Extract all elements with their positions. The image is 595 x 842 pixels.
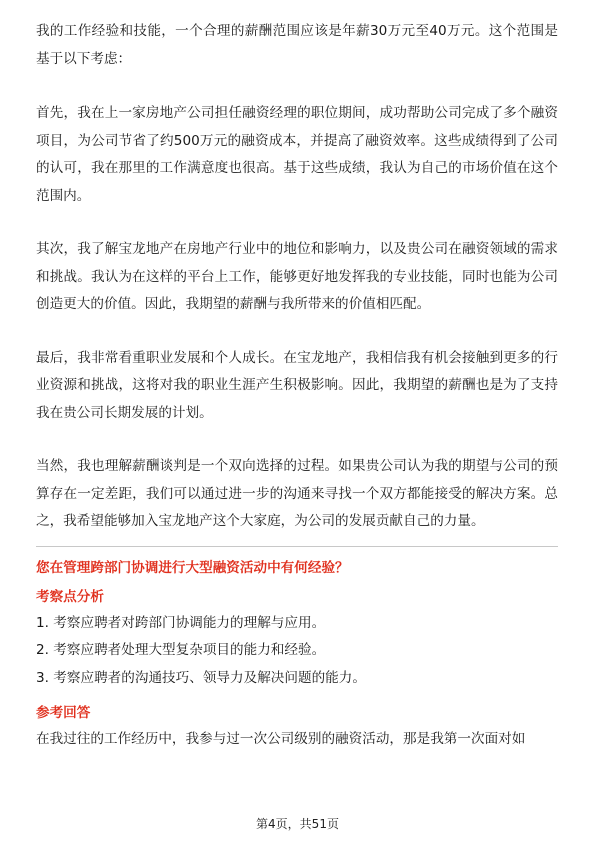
body-paragraph: 首先，我在上一家房地产公司担任融资经理的职位期间，成功帮助公司完成了多个融资项目，为公司节省了约500万元的融资成本，并提高了融资效率。这些成绩得到了公司的认可，我在那里的工作满意度也很高。基于这些成绩，我认为自己的市场价值在这个范围内。 — [36, 105, 558, 204]
analysis-item: 2. 考察应聘者处理大型复杂项目的能力和经验。 — [36, 642, 326, 658]
reference-answer-text: 在我过往的工作经历中，我参与过一次公司级别的融资活动，那是我第一次面对如 — [36, 731, 526, 747]
reference-heading: 参考回答 — [36, 705, 91, 721]
body-paragraph: 当然，我也理解薪酬谈判是一个双向选择的过程。如果贵公司认为我的期望与公司的预算存在一定差距，我们可以通过进一步的沟通来寻找一个双方都能接受的解决方案。总之，我希望能够加入宝龙地产这个大家庭，为公司的发展贡献自己的力量。 — [36, 458, 558, 529]
body-paragraph: 最后，我非常看重职业发展和个人成长。在宝龙地产，我相信我有机会接触到更多的行业资源和挑战，这将对我的职业生涯产生积极影响。因此，我期望的薪酬也是为了支持我在贵公司长期发展的计划。 — [36, 349, 558, 421]
analysis-item: 1. 考察应聘者对跨部门协调能力的理解与应用。 — [36, 614, 326, 631]
question-heading: 您在管理跨部门协调进行大型融资活动中有何经验？ — [36, 559, 349, 576]
analysis-heading: 考察点分析 — [36, 588, 104, 605]
page-content — [36, 18, 558, 753]
body-paragraph: 我的工作经验和技能，一个合理的薪酬范围应该是年薪30万元至40万元。这个范围是基于以下考虑： — [36, 23, 558, 67]
page-footer: 第4页，共51页 — [256, 817, 339, 831]
body-paragraph: 其次，我了解宝龙地产在房地产行业中的地位和影响力，以及贵公司在融资领域的需求和挑战。我认为在这样的平台上工作，能够更好地发挥我的专业技能，同时也能为公司创造更大的价值。因此，我期望的薪酬与我所带来的价值相匹配。 — [36, 241, 558, 312]
analysis-item: 3. 考察应聘者的沟通技巧、领导力及解决问题的能力。 — [36, 669, 366, 686]
section-divider — [36, 546, 558, 547]
